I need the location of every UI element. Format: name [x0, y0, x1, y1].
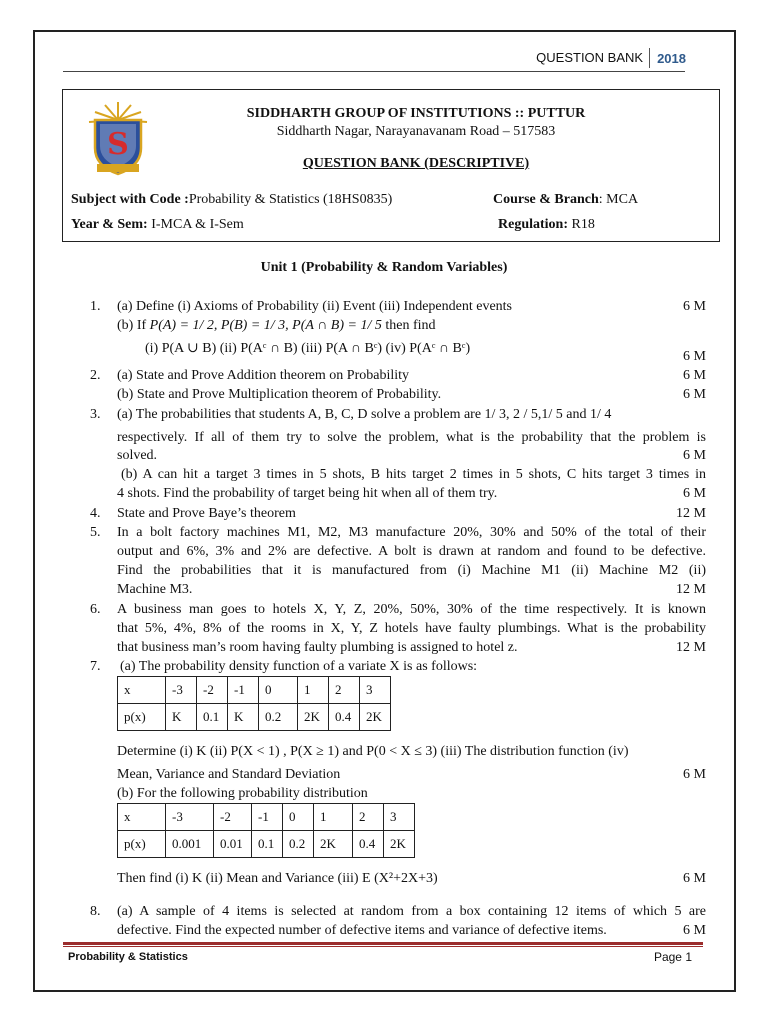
- table-cell: p(x): [118, 704, 166, 731]
- question-number: 7.: [90, 659, 101, 674]
- year-row: [71, 217, 244, 233]
- question-number: 1.: [90, 299, 101, 314]
- table-cell: K: [228, 704, 259, 731]
- question-2: [90, 366, 716, 406]
- q2-part-b: (b) State and Prove Multiplication theorem of Probability.: [117, 387, 442, 402]
- footer-subject: Probability & Statistics: [68, 951, 188, 963]
- institution-address: Siddharth Nagar, Narayanavanam Road – 517583: [276, 124, 556, 139]
- q7-then-find: Then find (i) K (ii) Mean and Variance (iii) E (X²+2X+3): [117, 871, 438, 886]
- unit-title: Unit 1 (Probability & Random Variables): [260, 260, 508, 275]
- q8-line2: defective. Find the expected number of defective items and variance of defective items.: [117, 923, 607, 938]
- table-cell: -3: [166, 804, 214, 831]
- q5-line3: Find the probabilities that it is manufactured from (i) Machine M1 (ii) Machine M2 (ii): [117, 563, 706, 578]
- q7-determine-line2: Mean, Variance and Standard Deviation: [117, 767, 341, 782]
- q5-line2: output and 6%, 3% and 2% are defective. A bolt is drawn at random and found to be defective.: [117, 544, 706, 559]
- pdf-table-a: [117, 676, 391, 731]
- header-rule: [63, 71, 685, 72]
- subject-label: Subject with Code :: [71, 192, 189, 207]
- q2-part-a: (a) State and Prove Addition theorem on Probability: [117, 368, 410, 383]
- q3-a-line2: respectively. If all of them try to solve the problem, what is the probability that the problem is: [117, 430, 706, 445]
- svg-text:S: S: [107, 127, 129, 162]
- table-row-p: [118, 704, 391, 731]
- q6-line1: A business man goes to hotels X, Y, Z, 20%, 50%, 30% of the time respectively. It is known: [117, 602, 706, 617]
- table-cell: 2K: [298, 704, 329, 731]
- q3-a-line1: (a) The probabilities that students A, B, C, D solve a problem are 1/ 3, 2 / 5,1/ 5 and 1/ 4: [117, 407, 612, 422]
- q5-line1: In a bolt factory machines M1, M2, M3 manufacture 20%, 30% and 50% of the total of their: [117, 525, 706, 540]
- footer-rule: [63, 942, 703, 945]
- regulation-value: R18: [568, 217, 595, 232]
- table-row-p: [118, 831, 415, 858]
- table-cell: 0.4: [353, 831, 384, 858]
- table-cell: 0.1: [197, 704, 228, 731]
- q4-marks: 12 M: [676, 506, 706, 521]
- question-number: 3.: [90, 407, 101, 422]
- question-number: 5.: [90, 525, 101, 540]
- regulation-row: [498, 217, 595, 233]
- q3-a-marks: 6 M: [683, 448, 706, 463]
- table-cell: 2K: [314, 831, 353, 858]
- q7-b-marks: 6 M: [683, 871, 706, 886]
- question-8: [90, 902, 716, 942]
- q7-part-b: (b) For the following probability distribution: [117, 786, 368, 801]
- q2-b-marks: 6 M: [683, 387, 706, 402]
- q6-marks: 12 M: [676, 640, 706, 655]
- question-4: [90, 504, 716, 524]
- header-year: 2018: [657, 50, 686, 66]
- year-label: Year & Sem:: [71, 217, 148, 232]
- question-6: [90, 600, 716, 658]
- subject-value: Probability & Statistics (18HS0835): [188, 192, 393, 207]
- table-cell: 0.2: [259, 704, 298, 731]
- question-5: [90, 523, 716, 601]
- question-number: 4.: [90, 506, 101, 521]
- year-value: I-MCA & I-Sem: [147, 217, 244, 232]
- pdf-table-b: [117, 803, 415, 858]
- course-value: : MCA: [598, 192, 639, 207]
- q5-marks: 12 M: [676, 582, 706, 597]
- q6-line3: that business man’s room having faulty plumbing is assigned to hotel z.: [117, 640, 518, 655]
- running-header: [536, 48, 686, 68]
- question-number: 2.: [90, 368, 101, 383]
- table-cell: -2: [197, 677, 228, 704]
- q1-part-b-math: P(A) = 1/ 2, P(B) = 1/ 3, P(A ∩ B) = 1/ 5: [149, 318, 382, 333]
- table-cell: 0.2: [283, 831, 314, 858]
- page-number: Page 1: [653, 950, 692, 964]
- table-cell: -2: [214, 804, 252, 831]
- q1-part-a: (a) Define (i) Axioms of Probability (ii) Event (iii) Independent events: [117, 299, 513, 314]
- table-cell: p(x): [118, 831, 166, 858]
- footer-rule-thin: [63, 946, 703, 947]
- q4-text: State and Prove Baye’s theorem: [117, 506, 296, 521]
- question-1: [90, 297, 716, 367]
- q3-b-marks: 6 M: [683, 486, 706, 501]
- question-number: 6.: [90, 602, 101, 617]
- q1-part-c: (i) P(A ∪ B) (ii) P(Aᶜ ∩ B) (iii) P(A ∩ Bᶜ) (iv) P(Aᶜ ∩ Bᶜ): [145, 341, 471, 356]
- table-cell: 2K: [384, 831, 415, 858]
- subject-row: [71, 192, 392, 208]
- table-cell: 2: [353, 804, 384, 831]
- table-cell: 1: [314, 804, 353, 831]
- table-cell: 1: [298, 677, 329, 704]
- table-cell: 0.01: [214, 831, 252, 858]
- q7-part-a: (a) The probability density function of a variate X is as follows:: [120, 659, 478, 674]
- institution-name: SIDDHARTH GROUP OF INSTITUTIONS :: PUTTUR: [246, 106, 586, 121]
- table-cell: K: [166, 704, 197, 731]
- q7-determine-line1: Determine (i) K (ii) P(X < 1) , P(X ≥ 1) and P(0 < X ≤ 3) (iii) The distribution function (iv): [117, 744, 629, 759]
- question-number: 8.: [90, 904, 101, 919]
- q1-c-marks: 6 M: [683, 349, 706, 364]
- table-cell: 0.001: [166, 831, 214, 858]
- q3-a-line3: solved.: [117, 448, 158, 463]
- institution-box: [62, 89, 720, 242]
- document-title: QUESTION BANK (DESCRIPTIVE): [302, 156, 530, 171]
- regulation-label: Regulation:: [498, 217, 568, 232]
- q2-a-marks: 6 M: [683, 368, 706, 383]
- q1-part-b-prefix: (b) If: [117, 318, 147, 333]
- table-cell: 2K: [360, 704, 391, 731]
- table-cell: 0.1: [252, 831, 283, 858]
- q8-marks: 6 M: [683, 923, 706, 938]
- table-row-x: [118, 804, 415, 831]
- table-cell: 3: [360, 677, 391, 704]
- q5-line4: Machine M3.: [117, 582, 193, 597]
- table-cell: 3: [384, 804, 415, 831]
- table-cell: 0: [259, 677, 298, 704]
- q3-b-line2: 4 shots. Find the probability of target being hit when all of them try.: [117, 486, 498, 501]
- q8-line1: (a) A sample of 4 items is selected at random from a box containing 12 items of which 5 are: [117, 904, 706, 919]
- header-label: QUESTION BANK: [536, 48, 650, 68]
- table-cell: x: [118, 804, 166, 831]
- course-label: Course & Branch: [493, 192, 599, 207]
- table-row-x: [118, 677, 391, 704]
- q1-part-b-suffix: then find: [385, 318, 436, 333]
- table-cell: -3: [166, 677, 197, 704]
- table-cell: 0: [283, 804, 314, 831]
- table-cell: -1: [228, 677, 259, 704]
- table-cell: x: [118, 677, 166, 704]
- table-cell: -1: [252, 804, 283, 831]
- course-row: [493, 192, 638, 208]
- q3-b-line1: (b) A can hit a target 3 times in 5 shots, B hits target 2 times in 5 shots, C hits target 3 times in: [121, 467, 706, 482]
- q6-line2: that 5%, 4%, 8% of the rooms in X, Y, Z hotels have faulty plumbings. What is the probability: [117, 621, 706, 636]
- table-cell: 2: [329, 677, 360, 704]
- table-cell: 0.4: [329, 704, 360, 731]
- q7-a-marks: 6 M: [683, 767, 706, 782]
- question-3: [90, 405, 716, 505]
- q1-a-marks: 6 M: [683, 299, 706, 314]
